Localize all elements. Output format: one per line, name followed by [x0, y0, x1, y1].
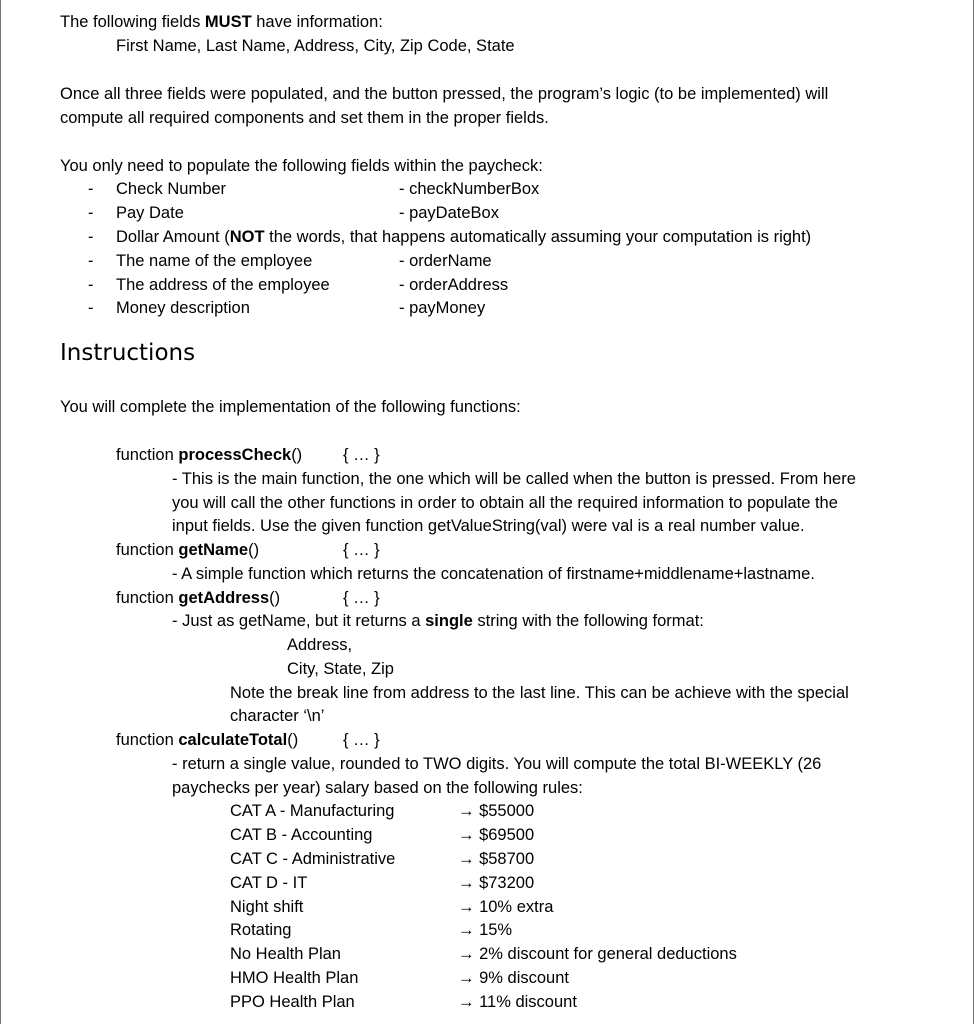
field-id-pay-money: - payMoney — [399, 299, 486, 317]
function-braces: { … } — [343, 446, 380, 464]
field-label-pay-date: Pay Date — [116, 204, 184, 222]
rule-label: CAT D - IT — [230, 874, 308, 892]
get-address-desc-pre: - Just as getName, but it returns a — [172, 612, 426, 630]
rule-label: No Health Plan — [230, 945, 341, 963]
get-address-desc-post: string with the following format: — [472, 612, 704, 630]
rule-label: Night shift — [230, 898, 304, 916]
field-dash: - — [88, 276, 94, 294]
function-braces: { … } — [343, 589, 380, 607]
field-dash: - — [88, 252, 94, 270]
function-keyword: function — [116, 731, 179, 749]
function-braces: { … } — [343, 541, 380, 559]
process-check-desc-line-1: - This is the main function, the one which will be called when the button is pressed. From here — [172, 470, 856, 488]
field-label-employee-address: The address of the employee — [116, 276, 330, 294]
field-label-check-number: Check Number — [116, 180, 227, 198]
field-label-money-description: Money description — [116, 299, 250, 317]
calculate-total-desc-line-1: - return a single value, rounded to TWO digits. You will compute the total BI-WEEKLY (26 — [172, 755, 822, 773]
required-fields-list: First Name, Last Name, Address, City, Zip Code, State — [116, 37, 515, 55]
field-label-employee-name: The name of the employee — [116, 252, 313, 270]
function-name-calculate-total: calculateTotal — [178, 731, 288, 749]
rule-value: → $69500 — [458, 826, 535, 844]
process-check-desc-line-2: you will call the other functions in order to obtain all the required information to populate the — [172, 494, 838, 512]
rule-value: → 9% discount — [458, 969, 569, 987]
rule-label: CAT B - Accounting — [230, 826, 373, 844]
address-format-line-1: Address, — [287, 636, 353, 654]
field-id-order-address: - orderAddress — [399, 276, 509, 294]
function-signature-get-address — [116, 588, 280, 608]
function-name-get-name: getName — [178, 541, 249, 559]
field-dash: - — [88, 299, 94, 317]
populate-intro: You only need to populate the following fields within the paycheck: — [60, 157, 543, 175]
get-address-desc-bold: single — [425, 612, 473, 630]
rule-value: → 10% extra — [458, 898, 554, 916]
function-signature-process-check — [116, 445, 302, 465]
required-text-bold: MUST — [204, 13, 252, 31]
once-paragraph-line-1: Once all three fields were populated, and the button pressed, the program’s logic (to be implemented) will — [60, 85, 829, 103]
function-keyword: function — [116, 446, 179, 464]
field-dash: - — [88, 180, 94, 198]
function-braces: { … } — [343, 731, 380, 749]
function-signature-calculate-total — [116, 730, 298, 750]
dollar-text-bold: NOT — [229, 228, 265, 246]
rule-label: Rotating — [230, 921, 292, 939]
rule-value: → 15% — [458, 921, 513, 939]
get-name-desc: - A simple function which returns the concatenation of firstname+middlename+lastname. — [172, 565, 815, 583]
note-line-2: character ‘\n’ — [230, 707, 325, 725]
process-check-desc-line-3: input fields. Use the given function getValueString(val) were val is a real number value. — [172, 517, 805, 535]
required-text-post: have information: — [251, 13, 383, 31]
field-id-pay-date: - payDateBox — [399, 204, 499, 222]
rule-value: → 2% discount for general deductions — [458, 945, 737, 963]
field-dash: - — [88, 204, 94, 222]
get-address-desc — [172, 611, 704, 631]
dollar-text-pre: Dollar Amount ( — [116, 228, 230, 246]
required-fields-intro — [60, 12, 383, 32]
rule-value: → 11% discount — [458, 993, 577, 1011]
field-id-order-name: - orderName — [399, 252, 492, 270]
rule-label: HMO Health Plan — [230, 969, 359, 987]
rule-value: → $73200 — [458, 874, 535, 892]
function-parens: () — [248, 541, 260, 559]
function-signature-get-name — [116, 540, 259, 560]
address-format-line-2: City, State, Zip — [287, 660, 394, 678]
rule-label: PPO Health Plan — [230, 993, 355, 1011]
note-line-1: Note the break line from address to the last line. This can be achieve with the special — [230, 684, 849, 702]
function-name-get-address: getAddress — [178, 589, 270, 607]
instructions-heading: Instructions — [60, 340, 196, 366]
calculate-total-desc-line-2: paychecks per year) salary based on the following rules: — [172, 779, 583, 797]
function-name-process-check: processCheck — [178, 446, 292, 464]
function-keyword: function — [116, 589, 179, 607]
instructions-intro: You will complete the implementation of the following functions: — [60, 398, 521, 416]
dollar-text-post: the words, that happens automatically assuming your computation is right) — [264, 228, 812, 246]
function-parens: () — [287, 731, 299, 749]
function-keyword: function — [116, 541, 179, 559]
required-text-pre: The following fields — [60, 13, 205, 31]
function-parens: () — [291, 446, 303, 464]
field-dollar-amount — [116, 227, 811, 247]
rule-label: CAT C - Administrative — [230, 850, 396, 868]
rule-value: → $58700 — [458, 850, 535, 868]
field-id-check-number: - checkNumberBox — [399, 180, 540, 198]
rule-label: CAT A - Manufacturing — [230, 802, 395, 820]
once-paragraph-line-2: compute all required components and set them in the proper fields. — [60, 109, 549, 127]
field-dash: - — [88, 228, 94, 246]
rule-value: → $55000 — [458, 802, 535, 820]
function-parens: () — [269, 589, 281, 607]
